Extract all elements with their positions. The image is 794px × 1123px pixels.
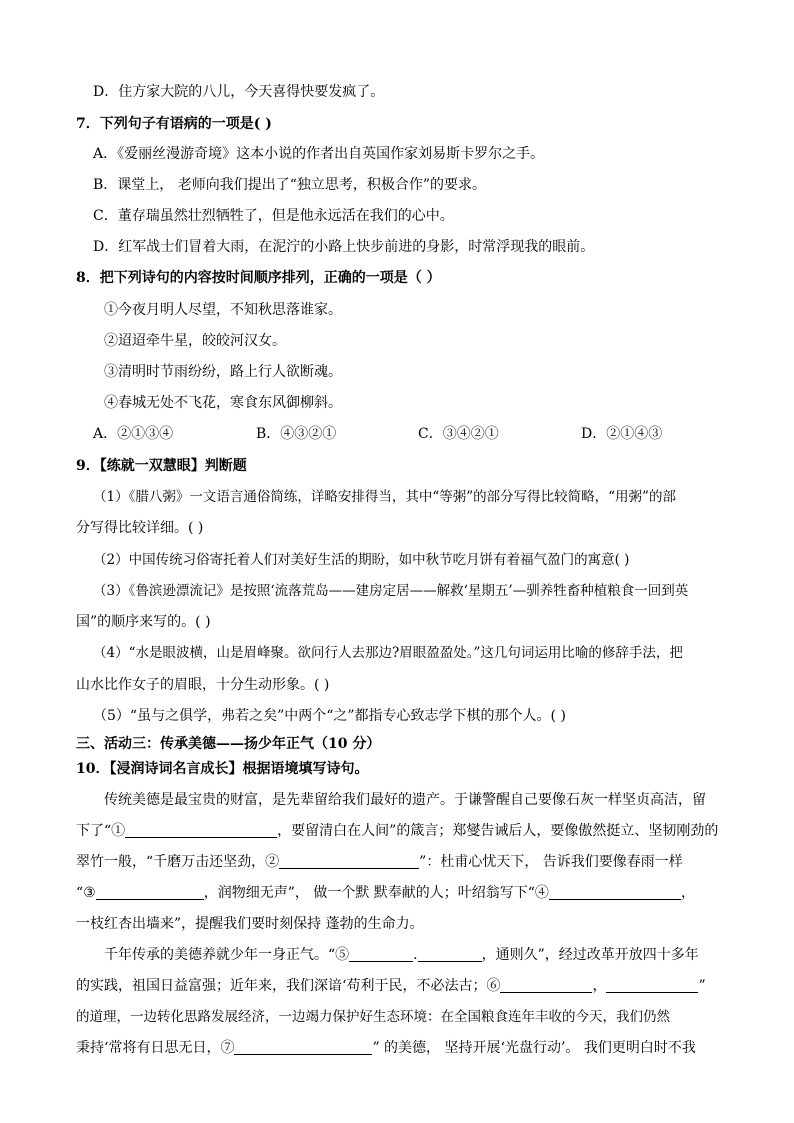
q10-p1-line-1: 传统美德是最宝贵的财富，是先辈留给我们最好的遗产。于谦警醒自己要像石灰一样坚贞高洁，留	[104, 792, 706, 808]
blank-6b[interactable]	[606, 978, 698, 993]
q10-p1-line-3	[76, 852, 683, 872]
q9-item-3-line-2: 国”的顺序来写的。( )	[76, 614, 211, 630]
q10-p2-line-1	[104, 945, 699, 965]
blank-4[interactable]	[549, 885, 681, 900]
q7-option-a: A．《爱丽丝漫游奇境》这本小说的作者出自英国作家刘易斯卡罗尔之手。	[93, 146, 545, 162]
blank-2[interactable]	[279, 854, 419, 869]
q10-p2-line-2-mid: ，	[592, 978, 607, 994]
q7-stem: 7．下列句子有语病的一项是( )	[76, 116, 272, 132]
q10-p1-line-4-mid: ，润物细无声”， 做一个默 默奉献的人；叶绍翁写下“④	[203, 885, 549, 901]
q9-stem: 9．【练就一双慧眼】判断题	[76, 458, 247, 474]
blank-5b[interactable]	[418, 947, 482, 962]
blank-1[interactable]	[125, 823, 277, 838]
q9-item-1-line-1: （1）《腊八粥》一文语言通俗简练，详略安排得当，其中“等粥”的部分写得比较简略，“用粥”的部	[93, 489, 676, 505]
q9-item-2: （2）中国传统习俗寄托着人们对美好生活的期盼，如中秋节吃月饼有着福气盈门的寓意( )	[93, 552, 630, 568]
q8-poem-line-4: ④春城无处不飞花，寒食东风御柳斜。	[104, 395, 342, 411]
q10-p2-line-2	[76, 976, 706, 996]
q10-p1-line-4	[76, 883, 695, 903]
q10-p2-line-3: 的道理，一边转化思路发展经济，一边竭力保护好生态环境：在全国粮食连年丰收的今天，我们仍然	[76, 1009, 670, 1025]
q8-poem-line-2: ②迢迢牵牛星，皎皎河汉女。	[104, 333, 286, 349]
q10-p1-line-5: 一枝红杏出墙来”，提醒我们要时刻保持 蓬勃的生命力。	[76, 916, 424, 932]
q10-stem: 10．【浸润诗词名言成长】根据语境填写诗句。	[76, 761, 369, 777]
q8-option-c: C．③④②①	[418, 426, 499, 442]
q10-p1-line-2	[76, 821, 718, 841]
q10-p1-line-4-start: “③	[76, 885, 96, 901]
q10-p2-line-2-end: ”	[698, 978, 706, 994]
q10-p2-line-4	[76, 1038, 696, 1058]
blank-5a[interactable]	[349, 947, 413, 962]
q9-item-4-line-1: （4）“水是眼波横，山是眉峰聚。欲问行人去那边?眉眼盈盈处。”这几句词运用比喻的修辞手法，把	[93, 645, 683, 661]
q6-option-d: D．住方家大院的八儿，今天喜得快要发疯了。	[93, 84, 385, 100]
blank-3[interactable]	[96, 885, 204, 900]
q8-stem: 8．把下列诗句的内容按时间顺序排列，正确的一项是（ ）	[76, 270, 441, 286]
blank-5-separator: .	[413, 947, 418, 963]
q8-poem-line-3: ③清明时节雨纷纷，路上行人欲断魂。	[104, 364, 342, 380]
q10-p1-line-3-end: ”：杜甫心忧天下， 告诉我们要像春雨一样	[419, 854, 683, 870]
q10-p2-line-1-end: ，通则久”，经过改革开放四十多年	[481, 947, 699, 963]
q9-item-4-line-2: 山水比作女子的眉眼，十分生动形象。( )	[76, 677, 330, 693]
q10-p2-line-4-start: 秉持‘常将有日思无日，⑦	[76, 1040, 235, 1056]
q8-option-a: A．②①③④	[93, 426, 174, 442]
q10-p2-line-1-start: 千年传承的美德养就少年一身正气。“⑤	[104, 947, 350, 963]
q10-p1-line-3-start: 翠竹一般，“千磨万击还坚劲，②	[76, 854, 280, 870]
q8-option-b: B．④③②①	[256, 426, 337, 442]
q8-option-d: D．②①④③	[581, 426, 663, 442]
q10-p1-line-4-end: ，	[680, 885, 695, 901]
section-3-title: 三、活动三：传承美德——扬少年正气（10 分）	[76, 736, 381, 752]
q10-p1-line-2-end: ，要留清白在人间”的箴言；郑燮告诫后人，要像傲然挺立、坚韧刚劲的	[277, 823, 719, 839]
q10-p1-line-2-start: 下了“①	[76, 823, 126, 839]
q9-item-1-line-2: 分写得比较详细。( )	[76, 520, 204, 536]
q7-option-b: B．课堂上， 老师向我们提出了“独立思考，积极合作”的要求。	[93, 177, 487, 193]
q7-option-d: D．红军战士们冒着大雨，在泥泞的小路上快步前进的身影，时常浮现我的眼前。	[93, 239, 595, 255]
blank-7[interactable]	[234, 1040, 372, 1055]
q10-p2-line-2-start: 的实践，祖国日益富强；近年来，我们深谙‘苟利于民，不必法古；⑥	[76, 978, 501, 994]
q9-item-3-line-1: （3）《鲁滨逊漂流记》是按照‘流落荒岛——建房定居——解救‘星期五’—驯养牲畜种植粮食一回到英	[93, 583, 689, 599]
q8-poem-line-1: ①今夜月明人尽望，不知秋思落谁家。	[104, 302, 342, 318]
q7-option-c: C．董存瑞虽然壮烈牺牲了，但是他永远活在我们的心中。	[93, 208, 454, 224]
q10-p2-line-4-end: ” 的美德， 坚持开展‘光盘行动’。 我们更明白时不我	[372, 1040, 696, 1056]
blank-6a[interactable]	[500, 978, 592, 993]
q9-item-5: （5）“虽与之俱学，弗若之矣”中两个“之”都指专心致志学下棋的那个人。( )	[93, 708, 566, 724]
